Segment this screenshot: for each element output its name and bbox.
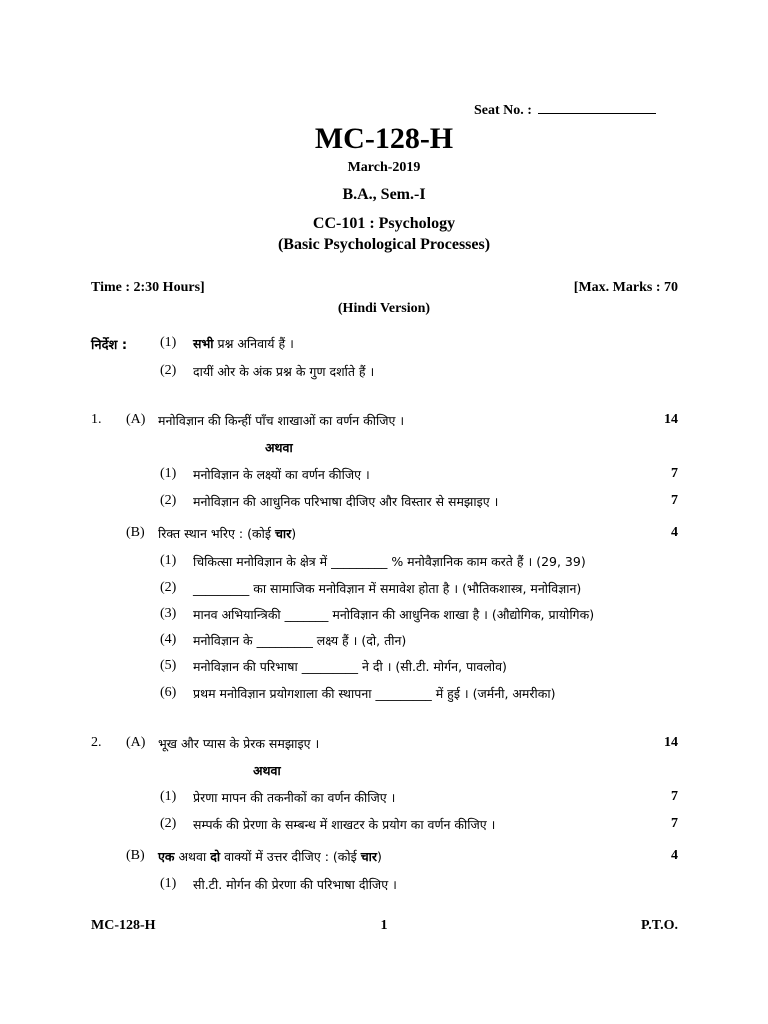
exam-date: March-2019 [347, 160, 421, 175]
question-text-end: ) [291, 526, 297, 541]
fill-text: मानव अभियान्त्रिकी _______ मनोविज्ञान की आधुनिक शाखा है । (औद्योगिक, प्रायोगिक) [193, 607, 595, 622]
seat-label: Seat No. : [474, 103, 532, 118]
question-text-bold: चार [360, 849, 378, 864]
instruction-num: (1) [160, 335, 177, 350]
seat-number [474, 101, 656, 119]
question-text-bold: दो [210, 849, 221, 864]
question-marks: 14 [664, 412, 678, 427]
fill-number: (5) [160, 658, 177, 673]
instruction-bold: सभी [193, 336, 214, 351]
max-marks: [Max. Marks : 70 [573, 280, 678, 295]
page-number: 1 [380, 918, 388, 933]
option-number: (2) [160, 816, 177, 831]
option-number: (1) [160, 466, 177, 481]
question-text: भूख और प्यास के प्रेरक समझाइए । [158, 736, 320, 751]
fill-text: चिकित्सा मनोविज्ञान के क्षेत्र में _________ % मनोवैज्ञानिक काम करते हैं । (29, 39) [193, 554, 586, 569]
option-marks: 7 [671, 493, 678, 508]
fill-text: _________ का सामाजिक मनोविज्ञान में समावेश होता है । (भौतिकशास्त्र, मनोविज्ञान) [193, 581, 582, 596]
instruction-text [193, 335, 294, 352]
question-number: 2. [91, 735, 102, 750]
seat-number-blank [538, 101, 656, 114]
option-number: (1) [160, 789, 177, 804]
fill-number: (2) [160, 580, 177, 595]
fill-number: (4) [160, 632, 177, 647]
sub-text: सी.टी. मोर्गन की प्रेरणा की परिभाषा दीजिए । [193, 877, 397, 892]
question-text-bold: एक [158, 849, 175, 864]
question-text-mid: अथवा [174, 849, 211, 864]
subject-name: CC-101 : Psychology [312, 215, 456, 232]
instruction-text: दायीं ओर के अंक प्रश्न के गुण दर्शाते हैं । [193, 364, 375, 379]
option-marks: 7 [671, 789, 678, 804]
footer-code: MC-128-H [91, 918, 156, 933]
question-part-label: (A) [126, 735, 146, 750]
question-text-end: ) [377, 849, 382, 864]
option-text: प्रेरणा मापन की तकनीकों का वर्णन कीजिए । [193, 790, 396, 805]
option-text: मनोविज्ञान की आधुनिक परिभाषा दीजिए और विस्तार से समझाइए । [193, 494, 499, 509]
question-marks: 14 [664, 735, 678, 750]
option-marks: 7 [671, 816, 678, 831]
question-part-label: (B) [126, 848, 145, 863]
question-part-label: (B) [126, 525, 145, 540]
fill-number: (6) [160, 685, 177, 700]
option-text: मनोविज्ञान के लक्ष्यों का वर्णन कीजिए । [193, 467, 370, 482]
fill-text: प्रथम मनोविज्ञान प्रयोगशाला की स्थापना _________ में हुई । (जर्मनी, अमरीका) [193, 686, 556, 701]
question-part-label: (A) [126, 412, 146, 427]
paper-title: (Basic Psychological Processes) [277, 236, 491, 253]
instruction-num: (2) [160, 363, 177, 378]
course-name: B.A., Sem.-I [342, 186, 426, 203]
option-number: (2) [160, 493, 177, 508]
question-text-bold: चार [274, 526, 292, 541]
version-label: (Hindi Version) [337, 301, 431, 316]
option-marks: 7 [671, 466, 678, 481]
question-text [158, 848, 382, 865]
or-label: अथवा [253, 763, 281, 778]
option-text: सम्पर्क की प्रेरणा के सम्बन्ध में शाखटर के प्रयोग का वर्णन कीजिए । [193, 817, 496, 832]
question-marks: 4 [671, 525, 678, 540]
or-label: अथवा [265, 440, 293, 455]
question-number: 1. [91, 412, 102, 427]
fill-number: (1) [160, 553, 177, 568]
exam-time: Time : 2:30 Hours] [91, 280, 205, 295]
question-marks: 4 [671, 848, 678, 863]
instructions-label: निर्देश : [91, 338, 128, 353]
fill-number: (3) [160, 606, 177, 621]
fill-text: मनोविज्ञान की परिभाषा _________ ने दी । (सी.टी. मोर्गन, पावलोव) [193, 659, 507, 674]
fill-text: मनोविज्ञान के _________ लक्ष्य हैं । (दो, तीन) [193, 633, 407, 648]
paper-code: MC-128-H [314, 122, 454, 155]
instruction-rest: प्रश्न अनिवार्य हैं । [213, 336, 294, 351]
question-text-start: रिक्त स्थान भरिए : (कोई [158, 526, 275, 541]
question-text-rest: वाक्यों में उत्तर दीजिए : (कोई [220, 849, 361, 864]
question-text: मनोविज्ञान की किन्हीं पाँच शाखाओं का वर्णन कीजिए । [158, 413, 405, 428]
sub-number: (1) [160, 876, 177, 891]
question-text [158, 525, 296, 542]
pto-label: P.T.O. [641, 918, 678, 933]
